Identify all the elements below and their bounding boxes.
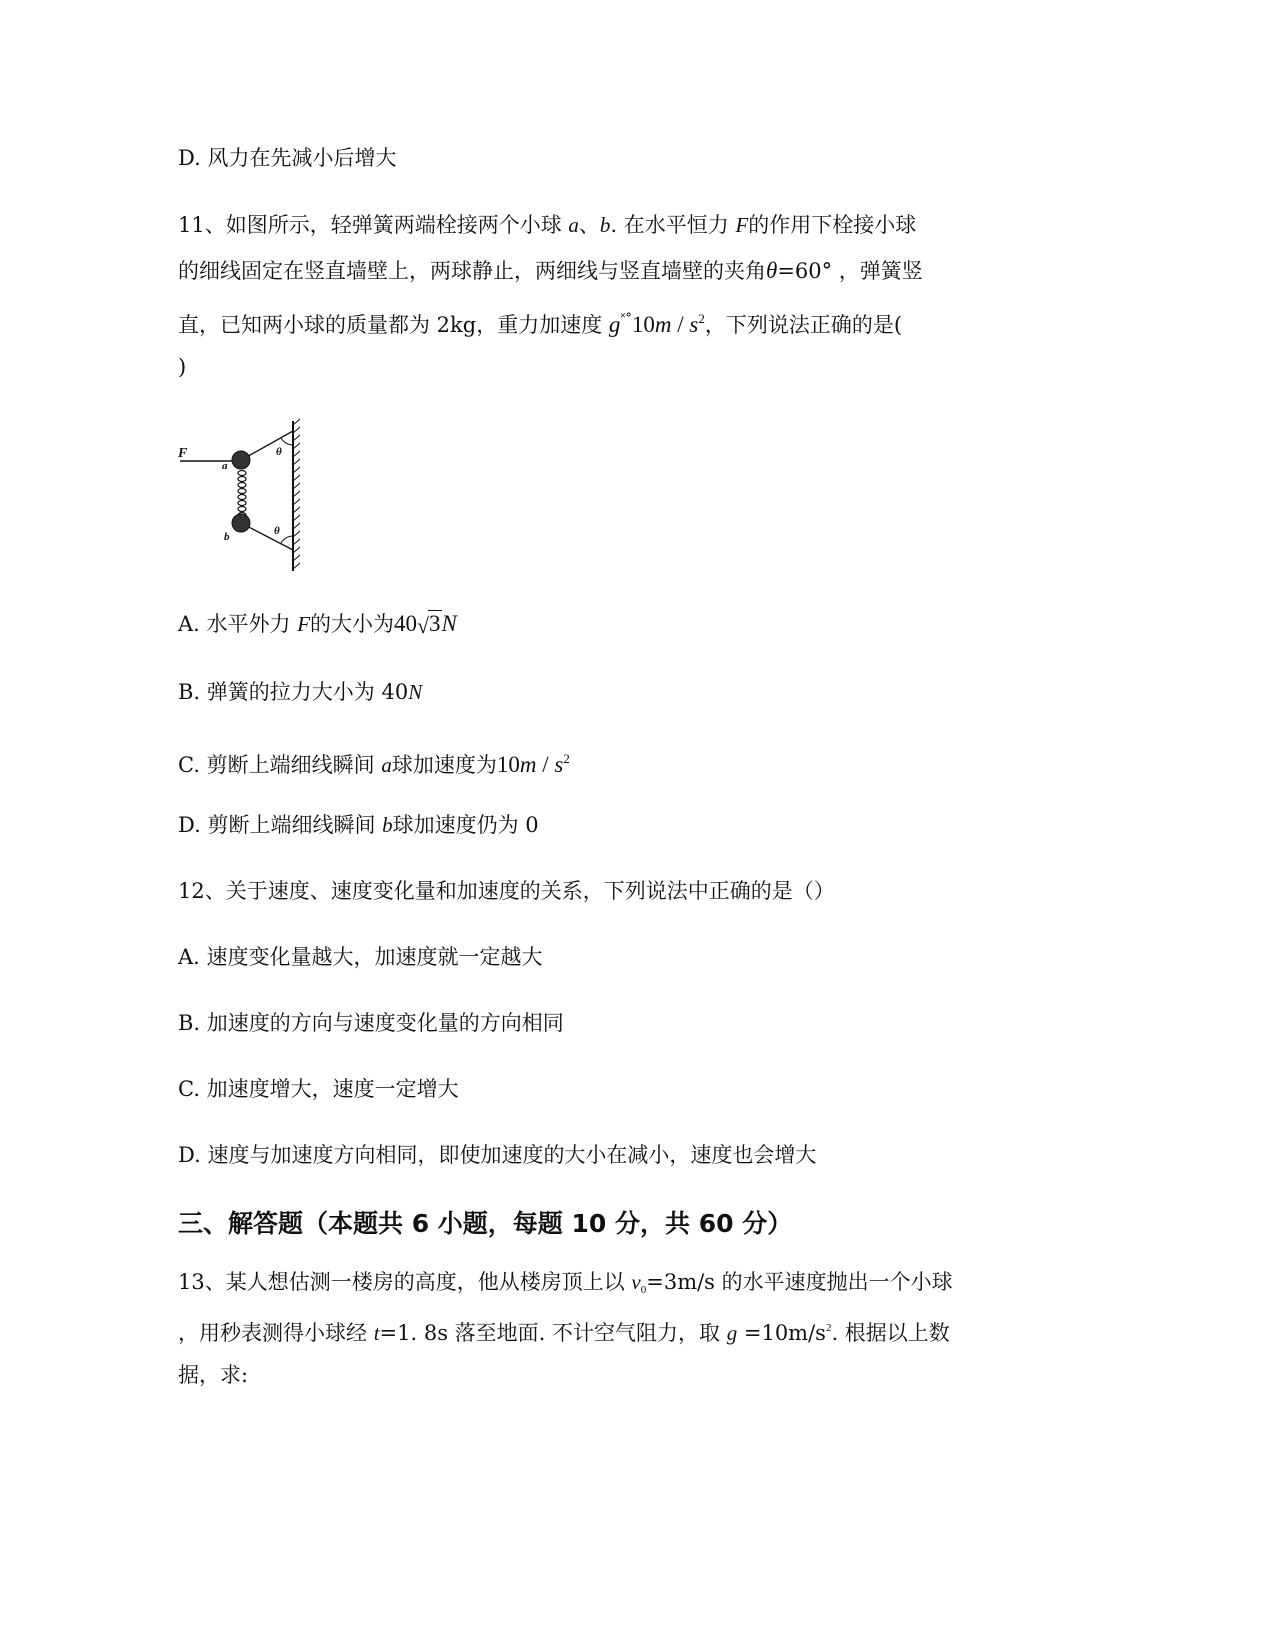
q13-line-2: [178, 1313, 950, 1348]
var-t: t: [373, 1321, 380, 1345]
ocr-mark: ˟°: [620, 311, 632, 326]
var-F: F: [735, 213, 749, 237]
q11-option-a: [178, 609, 457, 639]
q13-text: 13、某人想估测一楼房的高度，他从楼房顶上以: [178, 1270, 632, 1294]
q11-stem-text: ，下列说法正确的是(: [704, 313, 903, 337]
exponent: 2: [825, 1322, 832, 1334]
var-g: g: [726, 1321, 738, 1345]
q12-option-b: B. 加速度的方向与速度变化量的方向相同: [178, 1011, 564, 1035]
option-text: A. 水平外力: [178, 612, 298, 636]
unit-N: N: [408, 680, 423, 704]
section-3-heading: 三、解答题（本题共 6 小题，每题 10 分，共 60 分）: [178, 1209, 793, 1238]
ball-a: [232, 451, 250, 469]
q11-stem-text: 直，已知两小球的质量都为 2kg，重力加速度: [178, 313, 609, 337]
option-text: 的大小为: [310, 612, 395, 636]
q13-line-1: [178, 1267, 953, 1305]
q11-stem-line-1: [178, 210, 916, 240]
q11-stem-line-4: ): [178, 355, 187, 379]
q11-stem-line-2: [178, 256, 923, 286]
radicand: 3: [429, 611, 441, 636]
unit-slash: /: [536, 752, 555, 777]
option-text: C. 剪断上端细线瞬间: [178, 753, 382, 777]
spring-balls-figure: [172, 415, 312, 581]
spring: [238, 471, 246, 518]
var-a: a: [381, 753, 392, 777]
q13-text: =10m/s: [737, 1321, 826, 1345]
var-v: v: [631, 1270, 641, 1294]
accel-value: 10: [496, 752, 520, 777]
var-b: b: [382, 813, 393, 837]
unit-s: s: [689, 312, 699, 337]
q11-stem-text: 、: [578, 213, 600, 237]
q11-stem-line-3: [178, 304, 902, 340]
q11-stem-text: . 在水平恒力: [610, 213, 736, 237]
q11-stem-text: 11、如图所示，轻弹簧两端栓接两个小球: [178, 213, 569, 237]
option-text: B. 弹簧的拉力大小为 40: [178, 680, 409, 704]
upper-angle-arc: [281, 438, 293, 445]
label-theta-bottom: θ: [274, 525, 280, 537]
subscript-0: 0: [640, 1284, 647, 1296]
q13-line-3: 据，求:: [178, 1363, 249, 1387]
accel-value: 10: [631, 312, 655, 337]
coefficient: 40: [394, 611, 418, 636]
sqrt-symbol: √ 3: [417, 611, 441, 638]
q13-text: ，用秒表测得小球经: [178, 1321, 374, 1345]
option-text: 球加速度仍为 0: [392, 813, 539, 837]
unit-N: N: [441, 611, 457, 636]
var-theta: θ: [766, 258, 778, 283]
label-F: F: [178, 446, 188, 461]
lower-angle-arc: [281, 536, 293, 543]
label-b: b: [224, 531, 230, 543]
q13-text: =3m/s 的水平速度抛出一个小球: [646, 1270, 953, 1294]
var-b: b: [599, 213, 611, 237]
q11-option-c: [178, 744, 570, 780]
unit-m: m: [654, 312, 672, 337]
q11-option-d: [178, 810, 539, 840]
q13-text: =1. 8s 落至地面. 不计空气阻力，取: [379, 1321, 727, 1345]
q12-option-c: C. 加速度增大，速度一定增大: [178, 1077, 459, 1101]
q12-option-d: D. 速度与加速度方向相同，即使加速度的大小在减小，速度也会增大: [178, 1143, 817, 1167]
q13-text: . 根据以上数: [831, 1321, 950, 1345]
upper-string: [243, 431, 293, 459]
exponent: 2: [563, 751, 570, 766]
q11-option-b: [178, 677, 422, 707]
unit-s: s: [554, 752, 564, 777]
q12-option-a: A. 速度变化量越大，加速度就一定越大: [178, 945, 543, 969]
exponent: 2: [698, 311, 705, 326]
option-text: 球加速度为: [391, 753, 497, 777]
q10-option-d: D. 风力在先减小后增大: [178, 146, 397, 170]
lower-string: [243, 524, 293, 550]
label-a: a: [222, 460, 228, 472]
label-theta-top: θ: [276, 446, 282, 458]
option-text: D. 剪断上端细线瞬间: [178, 813, 383, 837]
var-F: F: [297, 612, 311, 636]
q11-stem-text: =60° ，弹簧竖: [777, 259, 923, 283]
var-g: g: [608, 312, 621, 337]
q11-stem-text: 的作用下栓接小球: [748, 213, 917, 237]
figure-svg: [172, 415, 312, 577]
unit-slash: /: [671, 312, 690, 337]
ball-b: [232, 514, 250, 532]
q12-stem: 12、关于速度、速度变化量和加速度的关系，下列说法中正确的是（）: [178, 879, 835, 903]
wall-hatching: [293, 419, 300, 569]
q11-stem-text: 的细线固定在竖直墙壁上，两球静止，两细线与竖直墙壁的夹角: [178, 259, 766, 283]
var-a: a: [568, 213, 579, 237]
unit-m: m: [519, 752, 537, 777]
